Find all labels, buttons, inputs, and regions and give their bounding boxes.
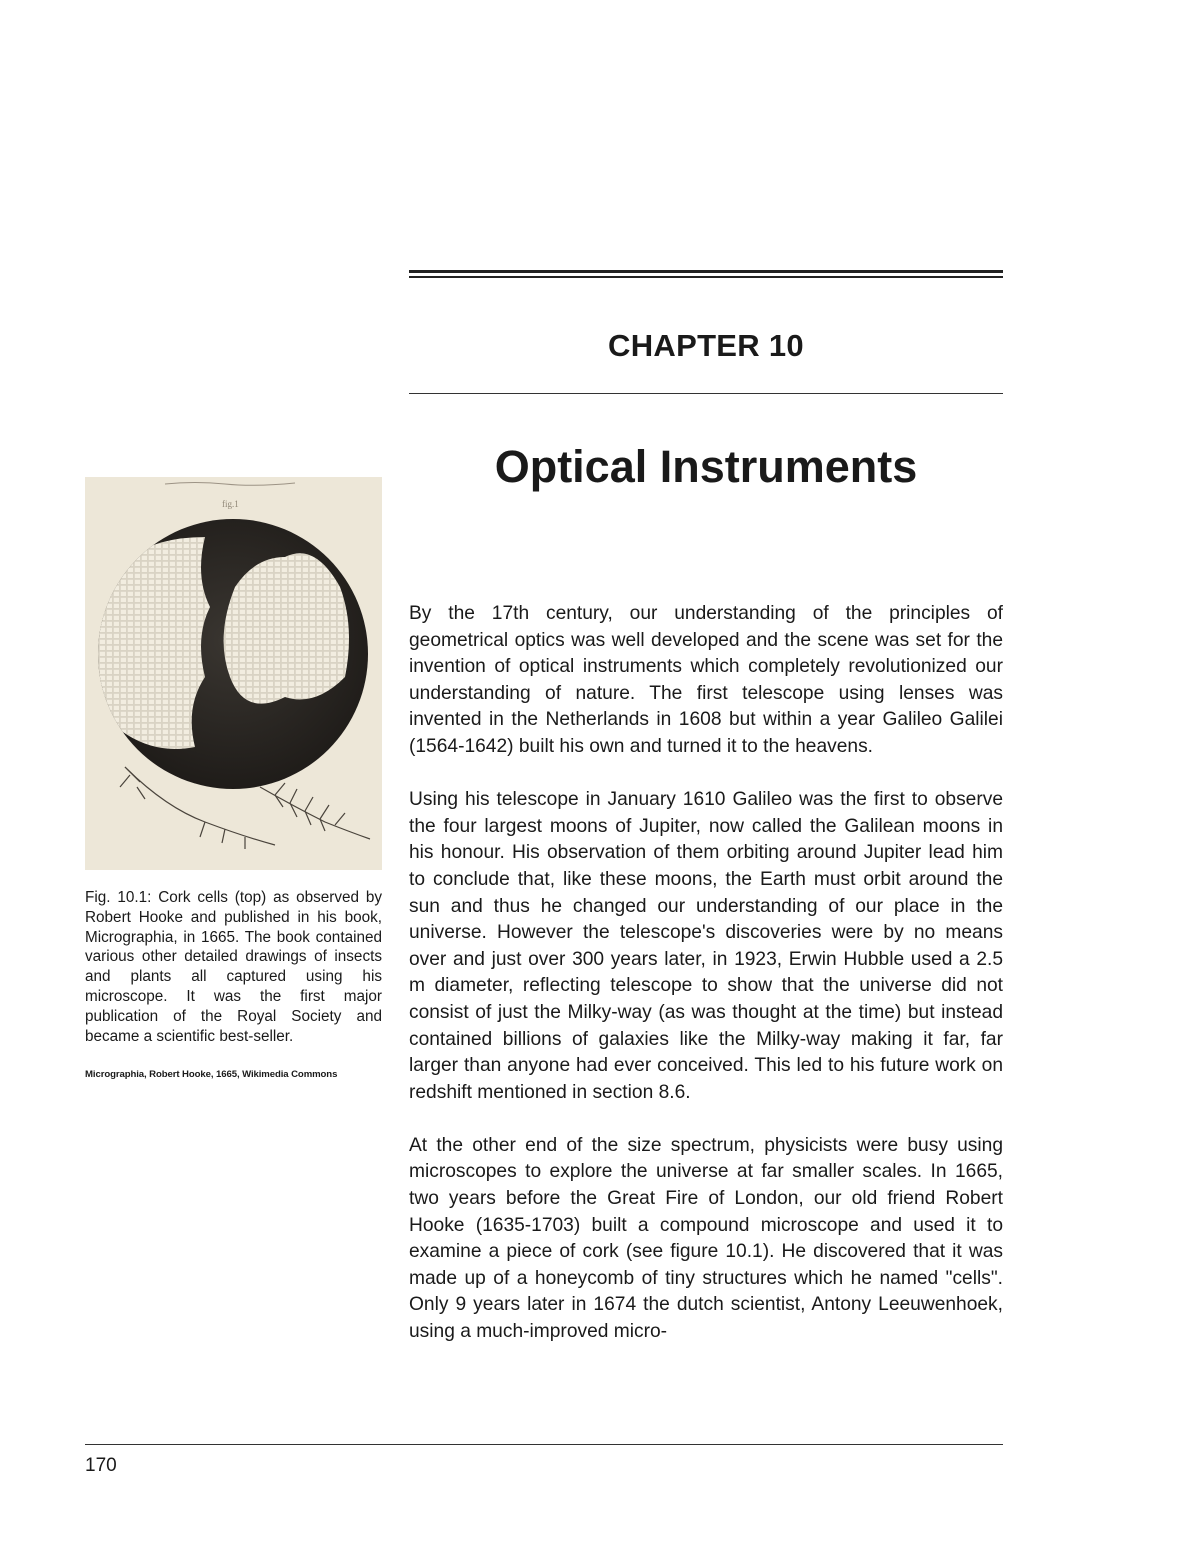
chapter-label: CHAPTER 10: [608, 328, 804, 363]
figure-caption: Fig. 10.1: Cork cells (top) as observed by Robert Hooke and published in his book, Micrographia, in 1665. The book contained various other detailed drawings of insects and plants all captured using his microscope. It was the first major publication of the Royal Society and became a scientific best-seller.: [85, 889, 382, 1045]
footer-rule: [85, 1444, 1003, 1445]
figure-engraving-label: fig.1: [222, 499, 239, 509]
body-paragraph: Using his telescope in January 1610 Galileo was the first to observe the four largest moons of Jupiter, now called the Galilean moons in his honour. His observation of them orbiting around Jupiter lead him to conclude that, like these moons, the Earth must orbit around the sun and thus he changed our understanding of our place in the universe. However the telescope's discoveries were by no means over and just over 300 years later, in 1923, Erwin Hubble used a 2.5 m diameter, reflecting telescope to show that the universe did not consist of just the Milky-way (as was thought at the time) but instead contained billions of galaxies like the Milky-way making it far, far larger than anyone had ever conceived. This led to his future work on redshift mentioned in section 8.6.: [409, 789, 1003, 1103]
chapter-top-rule-thin: [409, 276, 1003, 278]
body-paragraph: At the other end of the size spectrum, physicists were busy using microscopes to explore the universe at far smaller scales. In 1665, two years before the Great Fire of London, our old friend Robert Hooke (1635-1703) built a compound microscope and used it to examine a piece of cork (see figure 10.1). He discovered that it was made up of a honeycomb of tiny structures which he named "cells". Only 9 years later in 1674 the dutch scientist, Antony Leeuwenhoek, using a much-improved micro-: [409, 1134, 1003, 1343]
body-text: [409, 601, 1003, 1372]
chapter-title: Optical Instruments: [494, 441, 918, 492]
figure-image: [85, 477, 382, 870]
chapter-top-rule: [409, 270, 1003, 273]
body-paragraph: By the 17th century, our understanding of the principles of geometrical optics was well developed and the scene was set for the invention of optical instruments which completely revolutionized our understanding of nature. The first telescope using lenses was invented in the Netherlands in 1608 but within a year Galileo Galilei (1564-1642) built his own and turned it to the heavens.: [409, 603, 1003, 757]
page-number: 170: [85, 1455, 117, 1476]
figure-credit: Micrographia, Robert Hooke, 1665, Wikimedia Commons: [85, 1069, 338, 1080]
chapter-divider: [409, 393, 1003, 394]
